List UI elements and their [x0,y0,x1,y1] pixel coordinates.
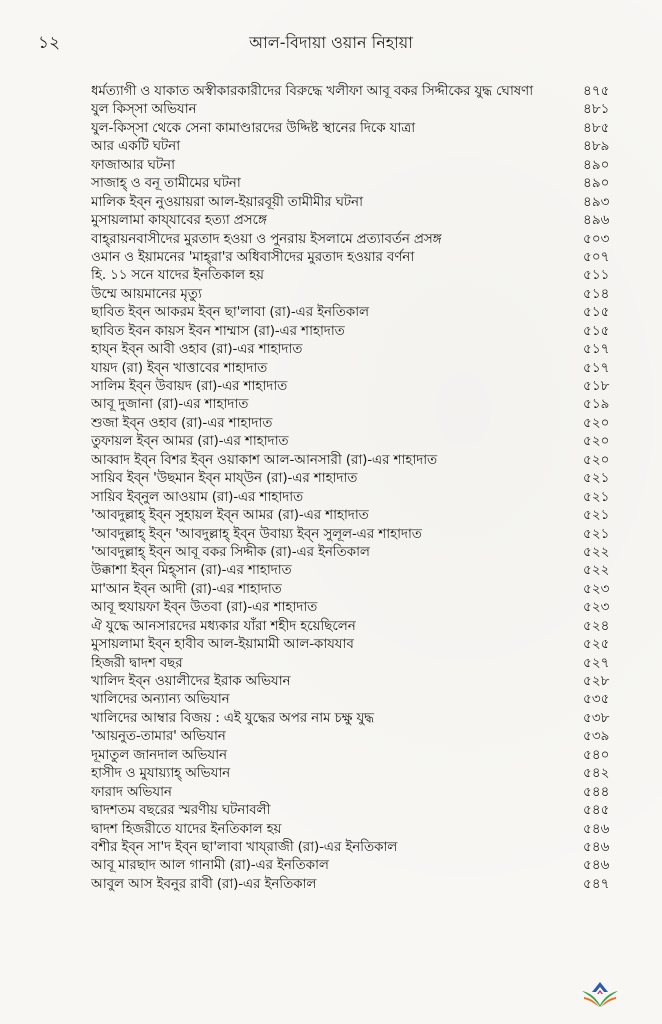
toc-entry [91,303,623,321]
toc-entry-title: উক্কাশা ইব্‌ন মিহ্‌সান (রা)-এর শাহাদাত [91,562,292,579]
toc-entry-page: ৫১৫ [583,322,610,339]
toc-entry [91,414,623,432]
running-title: আল-বিদায়া ওয়ান নিহায়া [249,33,413,52]
page-number: ১২ [38,33,61,53]
toc-entry [91,543,623,561]
toc-entry-title: যায়দ (রা) ইব্‌ন খাত্তাবের শাহাদাত [91,359,268,376]
toc-entry-page: ৫১৯ [583,396,610,413]
toc-entry-page: ৫৪৭ [583,875,610,892]
toc-entry [91,174,623,192]
toc-entry [91,801,623,819]
toc-entry [91,156,623,174]
toc-entry-page: ৫০৭ [583,248,610,265]
toc-entry-title: যুল-কিস্‌সা থেকে সেনা কামাণ্ডারদের উদ্দিষ্ট স্থানের দিকে যাত্রা [91,119,416,136]
toc-entry [91,82,623,100]
toc-entry [91,690,623,708]
toc-entry-title: আবূ দুজানা (রা)-এর শাহাদাত [91,396,249,413]
toc-entry-title: মুসায়লামা ইব্‌ন হাবীব আল-ইয়ামামী আল-কাযযাব [91,636,354,653]
toc-entry-page: ৫১৪ [583,285,610,302]
toc-entry [91,783,623,801]
toc-entry-title: মুসায়লামা কায্‌যাবের হত্যা প্রসঙ্গে [91,212,267,229]
toc-entry-page: ৫২১ [583,470,610,487]
toc-entry-title: আবূ মারছাদ আল গানামী (রা)-এর ইনতিকাল [91,857,329,874]
toc-entry-page: ৫২১ [583,488,610,505]
toc-entry-title: শুজা ইব্‌ন ওহাব (রা)-এর শাহাদাত [91,414,273,431]
toc-entry-page: ৪৮১ [583,101,610,118]
toc-entry-title: খালিদের অন্যান্য অভিযান [91,691,230,708]
toc-entry-title: হি. ১১ সনে যাদের ইনতিকাল হয় [91,267,264,284]
toc-entry [91,672,623,690]
toc-entry [91,469,623,487]
toc-entry [91,137,623,155]
toc-entry-title: উম্মে আয়মানের মৃত্যু [91,285,202,302]
toc-entry [91,100,623,118]
toc-entry [91,432,623,450]
toc-entry-title: ছাবিত ইবন কায়স ইবন শাম্মাস (রা)-এর শাহাদাত [91,322,345,339]
toc-entry-page: ৫২২ [583,562,610,579]
toc-entry-title: আবুল আস ইবনুর রাবী (রা)-এর ইনতিকাল [91,875,317,892]
toc-entry-page: ৫২১ [583,507,610,524]
toc-entry-page: ৪৯৬ [583,212,610,229]
logo-inner-shape [597,990,603,994]
toc-entry-title: দূমাতুল জানদাল অভিযান [91,746,227,763]
toc-entry-page: ৫৪৬ [583,857,610,874]
toc-entry [91,875,623,893]
toc-entry-title: আবূ হুযায়ফা ইব্‌ন উতবা (রা)-এর শাহাদাত [91,599,318,616]
toc-entry [91,340,623,358]
toc-entry-title: সাজাহ্‌ ও বনূ তামীমের ঘটনা [91,175,241,192]
book-logo-icon [578,978,622,1012]
toc-entry-page: ৫২২ [583,543,610,560]
toc-entry-page: ৪৯০ [583,175,610,192]
toc-entry-title: বশীর ইব্‌ন সা'দ ইব্‌ন ছা'লাবা খায্‌রাজী (রা)-এর ইনতিকাল [91,838,398,855]
toc-entry-title: দ্বাদশতম বছরের স্মরণীয় ঘটনাবলী [91,802,271,819]
toc-entry-page: ৫১৭ [583,341,610,358]
toc-entry-title: তুফায়ল ইব্‌ন আমর (রা)-এর শাহাদাত [91,433,289,450]
toc-entry-page: ৪৯০ [583,156,610,173]
toc-entry-page: ৪৯৩ [583,193,610,210]
toc-entry-page: ৫৪৫ [583,802,610,819]
toc-entry-page: ৫২৫ [583,636,610,653]
toc-entry [91,488,623,506]
toc-entry-page: ৫১৫ [583,304,610,321]
toc-entry-title: বাহ্‌রায়নবাসীদের মুরতাদ হওয়া ও পুনরায় ইসলামে প্রত্যাবর্তন প্রসঙ্গ [91,230,442,247]
toc-entry-page: ৫৪৬ [583,838,610,855]
toc-entry [91,654,623,672]
toc-entry-page: ৫১১ [583,267,610,284]
toc-entry-title: ঐ যুদ্ধে আনসারদের মধ্যকার যাঁরা শহীদ হয়েছিলেন [91,617,356,634]
toc-entry-title: মালিক ইব্‌ন নুওয়ায়রা আল-ইয়ারবূয়ী তামীমীর ঘটনা [91,193,363,210]
toc-entry-title: দ্বাদশ হিজরীতে যাদের ইনতিকাল হয় [91,820,282,837]
table-of-contents [91,82,623,893]
toc-entry [91,746,623,764]
toc-entry [91,838,623,856]
toc-entry-page: ৫২০ [583,414,610,431]
toc-entry [91,856,623,874]
toc-entry-page: ৫৪০ [583,746,610,763]
toc-entry-title: আর একটি ঘটনা [91,138,180,155]
toc-entry-title: 'আবদুল্লাহ্‌ ইব্‌ন সুহায়ল ইব্‌ন আমর (রা)-এর শাহাদাত [91,507,369,524]
toc-entry-title: 'আবদুল্লাহ্‌ ইব্‌ন 'আবদুল্লাহ্‌ ইব্‌ন উবায়্য ইব্‌ন সুলূল-এর শাহাদাত [91,525,422,542]
toc-entry-page: ৫২০ [583,451,610,468]
toc-entry-title: 'আয়নুত-তামার' অভিযান [91,728,226,745]
toc-entry-title: ফারাদ অভিযান [91,783,172,800]
toc-entry [91,598,623,616]
toc-entry-page: ৪৮৫ [583,119,610,136]
toc-entry-page: ৫২৪ [583,617,610,634]
toc-entry [91,561,623,579]
toc-entry [91,727,623,745]
toc-entry-page: ৫১৮ [583,378,610,394]
toc-entry [91,617,623,635]
toc-entry [91,211,623,229]
toc-entry-page: ৫৩৫ [583,691,610,708]
toc-entry [91,193,623,211]
toc-entry-title: মা'আন ইব্‌ন আদী (রা)-এর শাহাদাত [91,580,282,597]
toc-entry [91,506,623,524]
toc-entry-page: ৫২০ [583,433,610,450]
toc-entry-title: সায়িব ইব্‌ন 'উছমান ইব্‌ন মায্‌উন (রা)-এর শাহাদাত [91,470,358,487]
toc-entry-page: ৫২১ [583,525,610,542]
toc-entry [91,580,623,598]
toc-entry-page: ৪৮৯ [583,138,610,155]
toc-entry-title: ধর্মত্যাগী ও যাকাত অস্বীকারকারীদের বিরুদ্ধে খলীফা আবূ বকর সিদ্দীকের যুদ্ধ ঘোষণা [91,83,533,99]
toc-entry-page: ৫০৩ [583,230,610,247]
toc-entry [91,635,623,653]
toc-entry-page: ৫২৭ [583,654,610,671]
toc-entry-title: হায্‌ন ইব্‌ন আবী ওহাব (রা)-এর শাহাদাত [91,341,303,358]
toc-entry-page: ৫১৭ [583,359,610,376]
toc-entry [91,285,623,303]
toc-entry [91,322,623,340]
toc-entry-page: ৫২৩ [583,580,610,597]
toc-entry [91,820,623,838]
toc-entry-page: ৫৩৮ [583,709,610,726]
toc-entry [91,266,623,284]
toc-entry-page: ৪৭৫ [583,83,610,99]
toc-entry-page: ৫৪৪ [583,783,610,800]
toc-entry [91,764,623,782]
toc-entry-title: যুল কিস্‌সা অভিযান [91,101,197,118]
toc-entry-page: ৫৪৬ [583,820,610,837]
toc-entry-title: ফাজাআর ঘটনা [91,156,175,173]
toc-entry-title: হাসীদ ও মুযায়্যাহ্‌ অভিযান [91,765,231,782]
toc-entry-title: সালিম ইব্‌ন উবায়দ (রা)-এর শাহাদাত [91,378,288,394]
page-header [0,30,662,54]
toc-entry-title: ছাবিত ইব্‌ন আকরম ইব্‌ন ছা'লাবা (রা)-এর ইনতিকাল [91,304,369,321]
toc-entry-title: আব্বাদ ইব্‌ন বিশর ইব্‌ন ওয়াকাশ আল-আনসারী (রা)-এর শাহাদাত [91,451,438,468]
toc-entry [91,709,623,727]
toc-entry-title: ওমান ও ইয়ামনের 'মাহ্‌রা'র অধিবাসীদের মুরতাদ হওয়ার বর্ণনা [91,248,415,265]
toc-entry-page: ৫৩৯ [583,728,610,745]
toc-entry [91,377,623,395]
toc-entry-title: খালিদের আম্বার বিজয় : এই যুদ্ধের অপর নাম চক্ষু যুদ্ধ [91,709,374,726]
toc-entry-title: হিজরী দ্বাদশ বছর [91,654,183,671]
toc-entry-title: সায়িব ইব্‌নুল আওয়াম (রা)-এর শাহাদাত [91,488,304,505]
toc-entry [91,119,623,137]
toc-entry-title: খালিদ ইব্‌ন ওয়ালীদের ইরাক অভিযান [91,673,291,689]
toc-entry [91,359,623,377]
toc-entry [91,248,623,266]
toc-entry [91,451,623,469]
toc-entry [91,230,623,248]
toc-entry [91,525,623,543]
toc-entry [91,395,623,413]
toc-entry-title: 'আবদুল্লাহ্‌ ইব্‌ন আবূ বকর সিদ্দীক (রা)-এর ইনতিকাল [91,543,370,560]
toc-entry-page: ৫২৩ [583,599,610,616]
toc-entry-page: ৫৪২ [583,765,610,782]
toc-entry-page: ৫২৮ [583,673,610,689]
